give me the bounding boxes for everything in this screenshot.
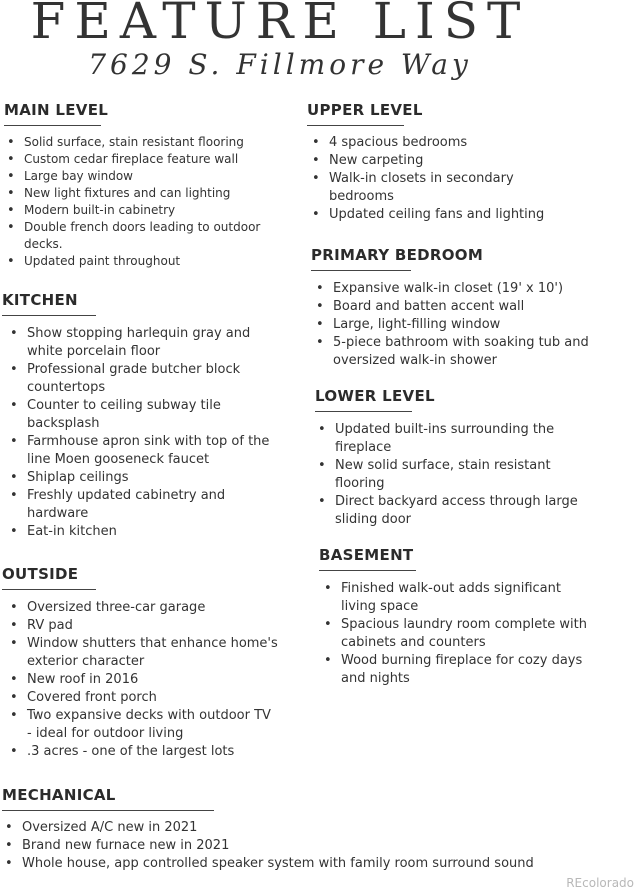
list-item: • Finished walk-out adds significant living space	[321, 580, 599, 616]
list-item: • Expansive walk-in closet (19' x 10')	[313, 280, 601, 298]
list-item: • Professional grade butcher block countertops	[7, 361, 272, 397]
list-item: • Updated paint throughout	[4, 253, 272, 270]
section-primary-bedroom	[311, 246, 601, 370]
section-heading: BASEMENT	[319, 546, 414, 564]
list-item: • New carpeting	[309, 152, 557, 170]
list-item: • Solid surface, stain resistant flooring	[4, 134, 272, 151]
list-item: • New solid surface, stain resistant flooring	[315, 457, 585, 493]
list-item: • Shiplap ceilings	[7, 469, 272, 487]
section-upper-level	[307, 101, 557, 224]
section-main-level	[4, 101, 272, 270]
list-item: • New light fixtures and can lighting	[4, 185, 272, 202]
section-outside	[2, 565, 278, 761]
list-item: • Updated built-ins surrounding the fireplace	[315, 421, 585, 457]
list-item: • Eat-in kitchen	[7, 523, 272, 541]
list-item: • Brand new furnace new in 2021	[2, 837, 632, 855]
list-item: • Farmhouse apron sink with top of the line Moen gooseneck faucet	[7, 433, 272, 469]
feature-list	[307, 134, 557, 224]
section-heading: LOWER LEVEL	[315, 387, 435, 405]
list-item: • Modern built-in cabinetry	[4, 202, 272, 219]
list-item: • Walk-in closets in secondary bedrooms	[309, 170, 557, 206]
list-item: • Updated ceiling fans and lighting	[309, 206, 557, 224]
list-item: • Window shutters that enhance home's exterior character	[7, 635, 278, 671]
heading-underline	[315, 411, 412, 412]
section-heading: KITCHEN	[2, 291, 78, 309]
list-item: • RV pad	[7, 617, 278, 635]
list-item: • Large, light-filling window	[313, 316, 601, 334]
list-item: • Large bay window	[4, 168, 272, 185]
watermark: REcolorado	[566, 876, 634, 890]
list-item: • Custom cedar fireplace feature wall	[4, 151, 272, 168]
list-item: • Covered front porch	[7, 689, 278, 707]
heading-underline	[311, 270, 411, 271]
list-item: • 4 spacious bedrooms	[309, 134, 557, 152]
section-lower-level	[315, 387, 585, 529]
heading-underline	[4, 125, 101, 126]
list-item: • Spacious laundry room complete with cabinets and counters	[321, 616, 599, 652]
feature-list	[311, 280, 601, 370]
section-heading: UPPER LEVEL	[307, 101, 423, 119]
list-item: • .3 acres - one of the largest lots	[7, 743, 278, 761]
list-item: • Wood burning fireplace for cozy days and nights	[321, 652, 599, 688]
list-item: • Oversized three-car garage	[7, 599, 278, 617]
list-item: • Oversized A/C new in 2021	[2, 819, 632, 837]
list-item: • Direct backyard access through large sliding door	[315, 493, 585, 529]
list-item: • New roof in 2016	[7, 671, 278, 689]
heading-underline	[2, 315, 96, 316]
page-title: FEATURE LIST	[30, 0, 530, 50]
feature-list	[315, 421, 585, 529]
feature-list	[2, 819, 632, 873]
heading-underline	[319, 570, 416, 571]
feature-list	[4, 134, 272, 270]
list-item: • Freshly updated cabinetry and hardware	[7, 487, 272, 523]
feature-list	[319, 580, 599, 688]
list-item: • Whole house, app controlled speaker system with family room surround sound	[2, 855, 632, 873]
section-heading: PRIMARY BEDROOM	[311, 246, 484, 264]
heading-underline	[307, 125, 404, 126]
feature-list	[2, 599, 278, 761]
list-item: • Double french doors leading to outdoor decks.	[4, 219, 272, 253]
section-basement	[319, 546, 599, 688]
section-heading: MECHANICAL	[2, 786, 116, 804]
feature-list	[2, 325, 272, 541]
section-heading: MAIN LEVEL	[4, 101, 109, 119]
section-heading: OUTSIDE	[2, 565, 79, 583]
list-item: • Board and batten accent wall	[313, 298, 601, 316]
list-item: • 5-piece bathroom with soaking tub and oversized walk-in shower	[313, 334, 601, 370]
heading-underline	[2, 810, 214, 811]
list-item: • Show stopping harlequin gray and white porcelain floor	[7, 325, 272, 361]
section-mechanical	[2, 786, 632, 873]
list-item: • Two expansive decks with outdoor TV - ideal for outdoor living	[7, 707, 278, 743]
property-address: 7629 S. Fillmore Way	[88, 48, 472, 81]
list-item: • Counter to ceiling subway tile backsplash	[7, 397, 272, 433]
section-kitchen	[2, 291, 272, 541]
heading-underline	[2, 589, 96, 590]
